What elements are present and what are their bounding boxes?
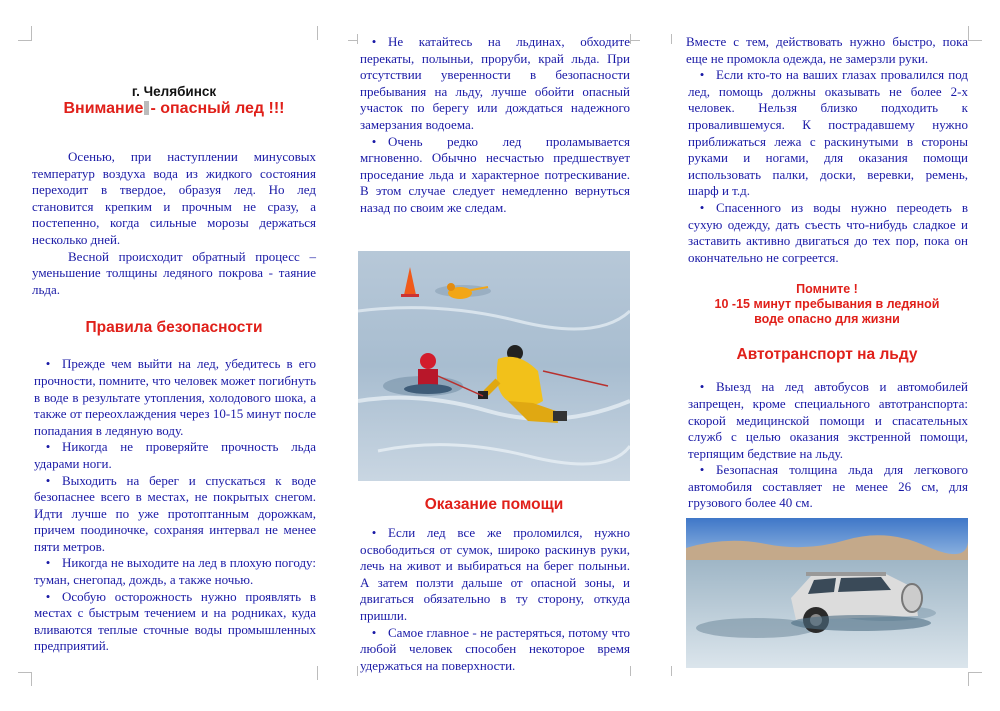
bullet-icon: • (45, 588, 51, 604)
rule-item (358, 134, 630, 217)
bullet-icon: • (45, 439, 51, 455)
intro-paragraph-2: Весной происходит обратный процесс – уменьшение толщины ледяного покрова - таяние льда. (32, 248, 316, 297)
remember-line-3: воде опасно для жизни (754, 312, 900, 327)
help-section (358, 495, 630, 674)
bullet-icon: • (699, 199, 705, 215)
bullet-icon: • (699, 67, 705, 83)
help-text: Если кто-то на ваших глазах провалился под лед, помощь должны оказывать не более 2-х человек. Нельзя близко подходить к провалившемуся. К пострадавшему нужно приближаться лежа с раскинутыми в стороны руками и ногами, для оказания помощи использовать палки, доски, веревки, ремень, шарф и т.д. (688, 67, 968, 199)
auto-heading: Автотранспорт на льду (736, 346, 918, 364)
rules-heading: Правила безопасности (85, 319, 263, 337)
bullet-icon: • (371, 624, 377, 640)
remember-line-1: Помните ! (796, 282, 858, 297)
rule-item (32, 439, 316, 472)
bullet-icon: • (699, 462, 705, 478)
help-item (686, 67, 968, 200)
rules-list (32, 356, 316, 655)
rule-item (32, 589, 316, 655)
rule-text: Выходить на берег и спускаться к воде безопаснее всего в местах, не покрытых снегом. Идти лучше по уже протоптанным дорожкам, причем поодиночке, сохраняя интервал не менее пяти метров. (34, 472, 316, 554)
column-2 (358, 0, 630, 217)
column-3 (686, 0, 968, 512)
help-text: Спасенного из воды нужно переодеть в сухую одежду, дать съесть что-нибудь сладкое и заставить активно двигаться до тех пор, пока он окончательно не согреется. (688, 199, 968, 265)
help-heading: Оказание помощи (424, 496, 564, 513)
bullet-icon: • (371, 133, 377, 149)
rule-item (32, 356, 316, 439)
bullet-icon: • (371, 34, 377, 49)
help-item (686, 200, 968, 266)
auto-item (686, 379, 968, 462)
page-title (32, 99, 316, 119)
intro-paragraph-1: Осенью, при наступлении минусовых температур воздуха вода из жидкого состояния переходит в твердое, образуя лед. Но лед становится крепким и прочным не сразу, а постепенно, когда сильные морозы держаться несколько дней. (32, 149, 316, 247)
auto-text: Безопасная толщина льда для легкового автомобиля составляет не менее 26 см, для грузового более 40 см. (688, 462, 968, 511)
col3-paragraph: Вместе с тем, действовать нужно быстро, пока еще не промокла одежда, не замерзли руки. (686, 34, 968, 66)
help-item (358, 525, 630, 625)
rule-text: Прежде чем выйти на лед, убедитесь в его прочности, помните, что человек может погибнуть в воде в результате утопления, холодового шока, а также от переохлаждения через 10-15 минут после попадания в ледяную воду. (34, 356, 316, 438)
page-title-part1: Внимание (63, 100, 144, 117)
rule-item (32, 473, 316, 556)
rule-text: Никогда не выходите на лед в плохую погоду: туман, снегопад, дождь, а также ночью. (34, 555, 316, 588)
rule-text: Особую осторожность нужно проявлять в местах с быстрым течением и на родниках, куда вливаются теплые сточные воды промышленных предприятий. (34, 588, 316, 654)
bullet-icon: • (45, 555, 51, 571)
column-1 (32, 0, 316, 655)
help-item (358, 625, 630, 675)
city-label: г. Челябинск (131, 84, 217, 99)
bullet-icon: • (45, 472, 51, 488)
ice-rescue-photo (358, 251, 630, 481)
rule-text: Никогда не проверяйте прочность льда ударами ноги. (34, 439, 316, 471)
rule-text: Не катайтесь на льдинах, обходите перекаты, полыньи, проруби, край льда. При отсутствии уверенности в безопасности пребывания на льду, лучше обойти опасный участок по берегу или дождаться надежного замерзания водоема. (360, 34, 630, 132)
rule-text: Очень редко лед проламывается мгновенно. Обычно несчастью предшествует проседание льда и характерное потрескивание. В этом случае следует немедленно вернуться назад по своим же следам. (360, 133, 630, 215)
bullet-icon: • (699, 379, 705, 395)
remember-line-2: 10 -15 минут пребывания в ледяной (714, 297, 940, 312)
car-on-ice-photo (686, 518, 968, 668)
auto-text: Выезд на лед автобусов и автомобилей запрещен, кроме специального автотранспорта: скорой медицинской помощи и спасательных служб с целью оказания экстренной помощи, терпящим бедствие на льду. (688, 379, 968, 461)
rule-item (358, 34, 630, 134)
help-text: Если лед все же проломился, нужно освободиться от сумок, широко раскинув руки, лечь на живот и выбираться на берег полыньи. А затем ползти дальше от опасной зоны, и двигаться обязательно в ту сторону, откуда пришли. (360, 525, 630, 623)
help-text: Самое главное - не растеряться, потому что любой человек способен некоторое время удержаться на поверхности. (360, 624, 630, 673)
bullet-icon: • (371, 525, 377, 540)
rule-item (32, 555, 316, 588)
selection-mark (144, 101, 149, 115)
page-title-part2: - опасный лед !!! (150, 100, 285, 117)
bullet-icon: • (45, 356, 51, 372)
auto-item (686, 462, 968, 512)
